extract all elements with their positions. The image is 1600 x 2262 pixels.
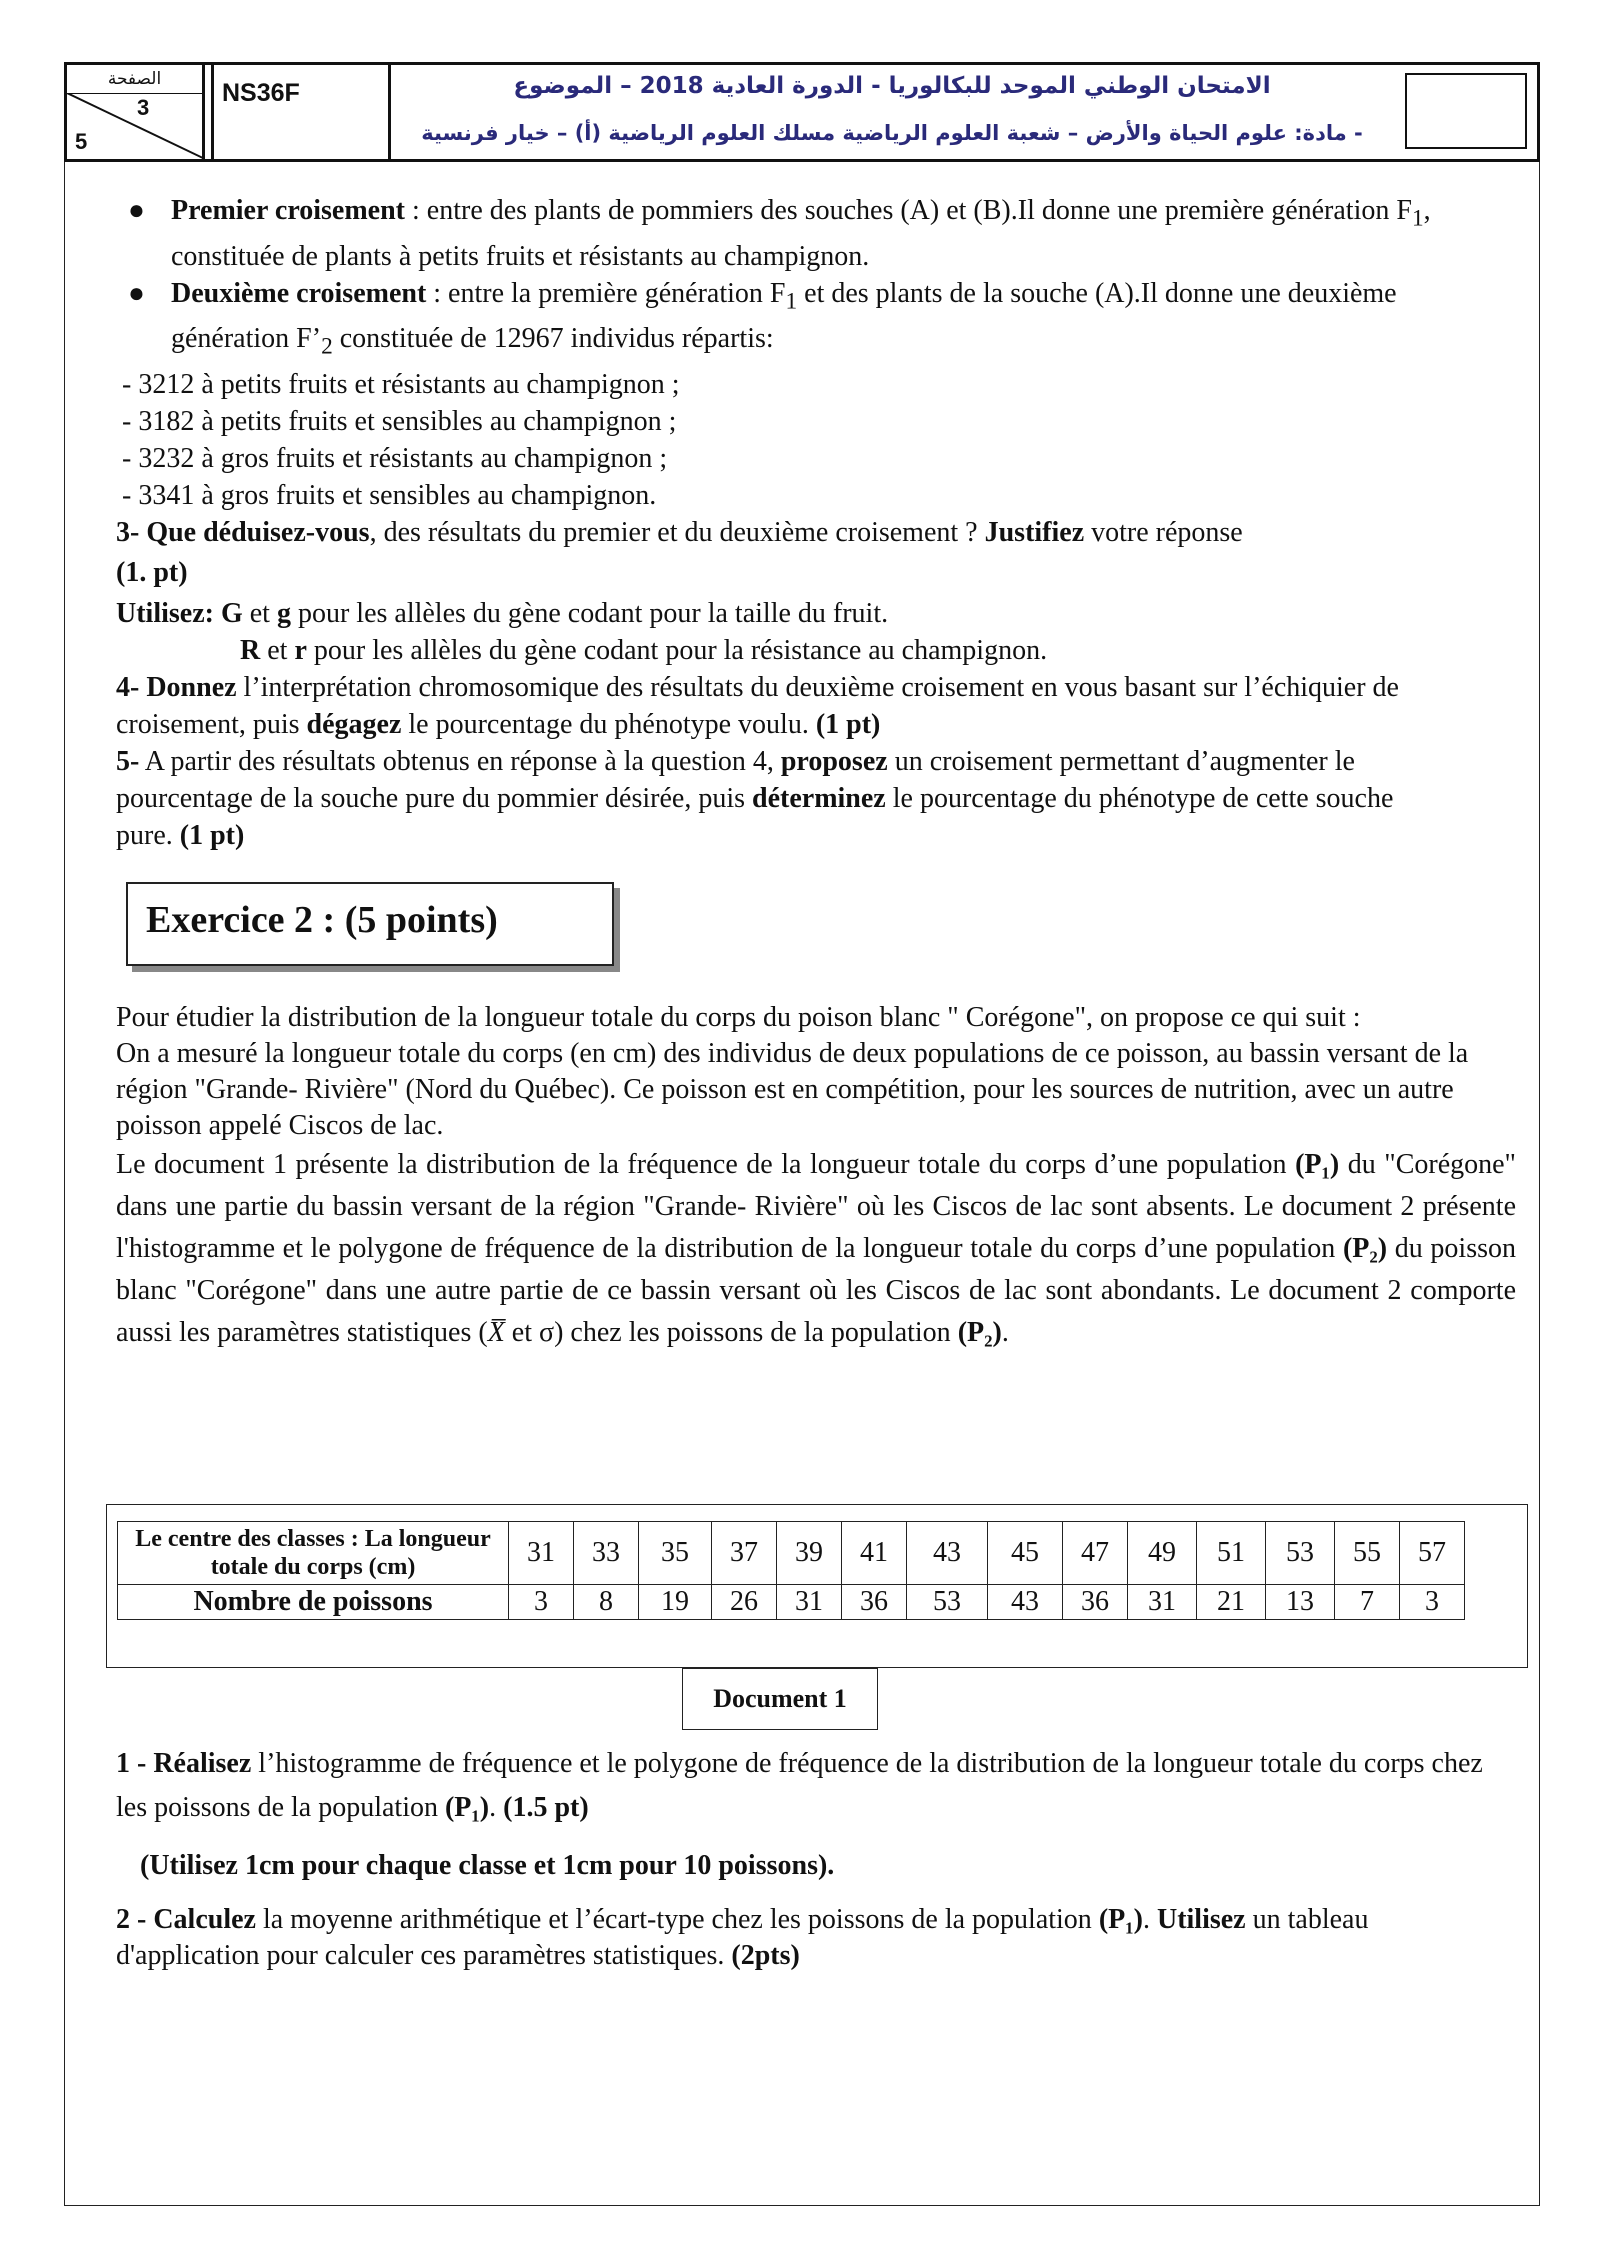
table-cell: 19	[639, 1585, 712, 1620]
page-number: 3	[137, 95, 150, 120]
question-5	[116, 743, 1456, 854]
table-cell: 8	[574, 1585, 639, 1620]
result-line: - 3212 à petits fruits et résistants au champignon ;	[122, 368, 680, 400]
header-title-line1: الامتحان الوطني الموحد للبكالوريا - الدورة العادية 2018 – الموضوع	[513, 73, 1271, 99]
table-cell: 31	[777, 1585, 842, 1620]
result-line: - 3341 à gros fruits et sensibles au champignon.	[122, 479, 657, 511]
population-p1: (P₁)	[1098, 1904, 1143, 1935]
table-cell: 37	[712, 1522, 777, 1585]
table-cell: 51	[1197, 1522, 1266, 1585]
table-cell: 55	[1335, 1522, 1400, 1585]
subscript: 1	[1411, 205, 1424, 232]
result-line: - 3232 à gros fruits et résistants au champignon ;	[122, 442, 668, 474]
q5-mid: un croisement permettant d’augmenter le pourcentage de la souche pure du pommier désirée, puis	[116, 745, 1355, 814]
list-item	[116, 275, 1516, 366]
use-text1: pour les allèles du gène codant pour la taille du fruit.	[290, 597, 889, 629]
q5-tail: le pourcentage du phénotype de cette souche pure.	[116, 782, 1394, 851]
et: et	[260, 634, 295, 666]
exam-code: NS36F	[211, 65, 391, 159]
q2-text: la moyenne arithmétique et l’écart-type chez les poissons de la population	[255, 1904, 1099, 1935]
q5-text: A partir des résultats obtenus en réponse à la question 4,	[139, 745, 781, 777]
table-cell: 41	[842, 1522, 907, 1585]
allele-R: R	[240, 634, 261, 666]
q3-verb2: Justifiez	[984, 516, 1085, 548]
page-label: الصفحة	[67, 67, 202, 94]
population-p2: (P₂)	[957, 1317, 1002, 1348]
subscript: 2	[321, 333, 333, 360]
cross2-text: : entre la première génération F	[426, 277, 786, 309]
total-pages: 5	[75, 129, 88, 154]
q5-number: 5-	[116, 745, 140, 777]
table-cell: 21	[1197, 1585, 1266, 1620]
subscript: 1	[785, 288, 798, 315]
q3-verb: 3- Que déduisez-vous	[116, 516, 370, 548]
table-cell: 36	[842, 1585, 907, 1620]
table-cell: 57	[1400, 1522, 1465, 1585]
page-number-box	[67, 65, 205, 159]
q5-verb2: déterminez	[752, 782, 886, 814]
q4-verb: 4- Donnez	[116, 671, 237, 703]
document1-label: Document 1	[682, 1668, 878, 1730]
table-cell: 53	[907, 1585, 988, 1620]
use-line-2	[240, 632, 1516, 669]
q4-tail: le pourcentage du phénotype voulu.	[401, 708, 816, 740]
row-header-counts: Nombre de poissons	[118, 1585, 509, 1620]
intro3-e: .	[1001, 1317, 1009, 1348]
q1-sep: .	[489, 1792, 504, 1823]
table-cell: 31	[1128, 1585, 1197, 1620]
header-title-line2: - مادة: علوم الحياة والأرض – شعبة العلوم الرياضية مسلك العلوم الرياضية (أ) – خيار فرنسية	[421, 121, 1363, 145]
q1-note	[140, 1844, 1516, 1888]
table-cell: 33	[574, 1522, 639, 1585]
table-cell: 53	[1266, 1522, 1335, 1585]
population-p2: (P₂)	[1342, 1233, 1388, 1264]
q2-verb2: Utilisez	[1156, 1904, 1246, 1935]
intro-paragraph-2: On a mesuré la longueur totale du corps (en cm) des individus de deux populations de ce poisson, au bassin versant de la région "Grande- Rivière" (Nord du Québec). Ce poisson est en compétition, pour les sources de nutrition, avec un autre poisson appelé Ciscos de lac.	[116, 1038, 1469, 1141]
exam-header	[64, 62, 1540, 162]
allele-r: r	[294, 634, 307, 666]
mean-symbol: X̅	[487, 1317, 505, 1348]
document1-frame	[106, 1504, 1528, 1668]
points: (1 pt)	[179, 819, 245, 851]
cross2-mid: et des plants de la souche (A).Il donne une deuxième génération F’	[171, 277, 1397, 355]
q4-verb2: dégagez	[306, 708, 402, 740]
exercise1-section	[116, 192, 1516, 854]
population-p1: (P₁)	[1295, 1149, 1340, 1180]
table-cell: 49	[1128, 1522, 1197, 1585]
cross1-tail: , constituée de plants à petits fruits et résistants au champignon.	[171, 195, 1431, 272]
table-cell: 35	[639, 1522, 712, 1585]
table-cell: 31	[509, 1522, 574, 1585]
q2-verb: 2 - Calculez	[116, 1904, 256, 1935]
grade-box	[1405, 73, 1527, 149]
page-box-diagonal	[67, 93, 205, 159]
exercise2-questions	[116, 1742, 1516, 1974]
table-cell: 45	[988, 1522, 1063, 1585]
table-cell: 36	[1063, 1585, 1128, 1620]
cross1-text: : entre des plants de pommiers des souches (A) et (B).Il donne une première génération F	[405, 195, 1412, 226]
intro3-d: et σ) chez les poissons de la population	[504, 1317, 958, 1348]
et: et	[242, 597, 277, 629]
table-cell: 3	[509, 1585, 574, 1620]
q3-tail: votre réponse	[1084, 516, 1243, 548]
q3-text: , des résultats du premier et du deuxième croisement ?	[369, 516, 985, 548]
table-cell: 47	[1063, 1522, 1128, 1585]
allele-G: G	[220, 597, 243, 629]
cross2-tail: constituée de 12967 individus répartis:	[332, 323, 774, 355]
question-1	[116, 1742, 1516, 1830]
intro-paragraph-3	[116, 1144, 1516, 1354]
exercise2-title: Exercice 2 : (5 points)	[126, 882, 614, 966]
table-cell: 13	[1266, 1585, 1335, 1620]
q3-points	[116, 551, 1516, 595]
population-p1: (P₁)	[444, 1792, 490, 1823]
crosses-list	[116, 192, 1516, 366]
cross2-title: Deuxième croisement	[171, 277, 427, 309]
use-text2: pour les allèles du gène codant pour la résistance au champignon.	[306, 634, 1048, 666]
points: (1. pt)	[116, 556, 188, 588]
question-2	[116, 1902, 1516, 1974]
points: (1 pt)	[815, 708, 881, 740]
q1-note-text: (Utilisez 1cm pour chaque classe et 1cm pour 10 poissons).	[140, 1850, 835, 1881]
q2-tail: un tableau d'application pour calculer ces paramètres statistiques.	[116, 1904, 1369, 1971]
intro3-c: du poisson blanc "Corégone" dans une autre partie de ce bassin versant où les Ciscos de lac sont abondants. Le document 2 comporte aussi les paramètres statistiques (	[116, 1233, 1517, 1348]
points: (1.5 pt)	[503, 1792, 589, 1823]
use-line-1	[116, 595, 1516, 632]
question-3	[116, 514, 1516, 551]
table-cell: 26	[712, 1585, 777, 1620]
question-4	[116, 669, 1476, 743]
list-item	[116, 192, 1516, 275]
table-row	[118, 1585, 1465, 1620]
intro3-b: du "Corégone" dans une partie du bassin versant de la région "Grande- Rivière" où les Ciscos de lac sont absents. Le document 2 présente l'histogramme et le polygone de fréquence de la distribution de la longueur totale du corps d’une population	[116, 1149, 1516, 1264]
exercise2-intro	[116, 1000, 1516, 1354]
table-cell: 43	[907, 1522, 988, 1585]
q5-verb: proposez	[780, 745, 888, 777]
row-header-centers: Le centre des classes : La longueur totale du corps (cm)	[118, 1522, 509, 1585]
cross1-title: Premier croisement	[171, 195, 406, 226]
q1-text: l’histogramme de fréquence et le polygone de fréquence de la distribution de la longueur totale du corps chez les poissons de la population	[116, 1748, 1483, 1823]
bullet-icon: ●	[128, 195, 145, 226]
document1-table	[117, 1521, 1465, 1620]
table-row	[118, 1522, 1465, 1585]
use-label: Utilisez:	[116, 597, 214, 629]
q2-sep: .	[1142, 1904, 1157, 1935]
table-cell: 7	[1335, 1585, 1400, 1620]
q1-verb: 1 - Réalisez	[116, 1748, 252, 1779]
allele-g: g	[276, 597, 291, 629]
intro-paragraph-1: Pour étudier la distribution de la longueur totale du corps du poison blanc " Corégone", on propose ce qui suit :	[116, 1002, 1361, 1033]
table-cell: 43	[988, 1585, 1063, 1620]
points: (2pts)	[731, 1940, 800, 1971]
q4-text: l’interprétation chromosomique des résultats du deuxième croisement en vous basant sur l’échiquier de croisement, puis	[116, 671, 1399, 740]
bullet-icon: ●	[128, 277, 145, 309]
intro3-a: Le document 1 présente la distribution de la fréquence de la longueur totale du corps d’une population	[116, 1149, 1296, 1180]
table-cell: 39	[777, 1522, 842, 1585]
table-cell: 3	[1400, 1585, 1465, 1620]
result-line: - 3182 à petits fruits et sensibles au champignon ;	[122, 405, 677, 437]
